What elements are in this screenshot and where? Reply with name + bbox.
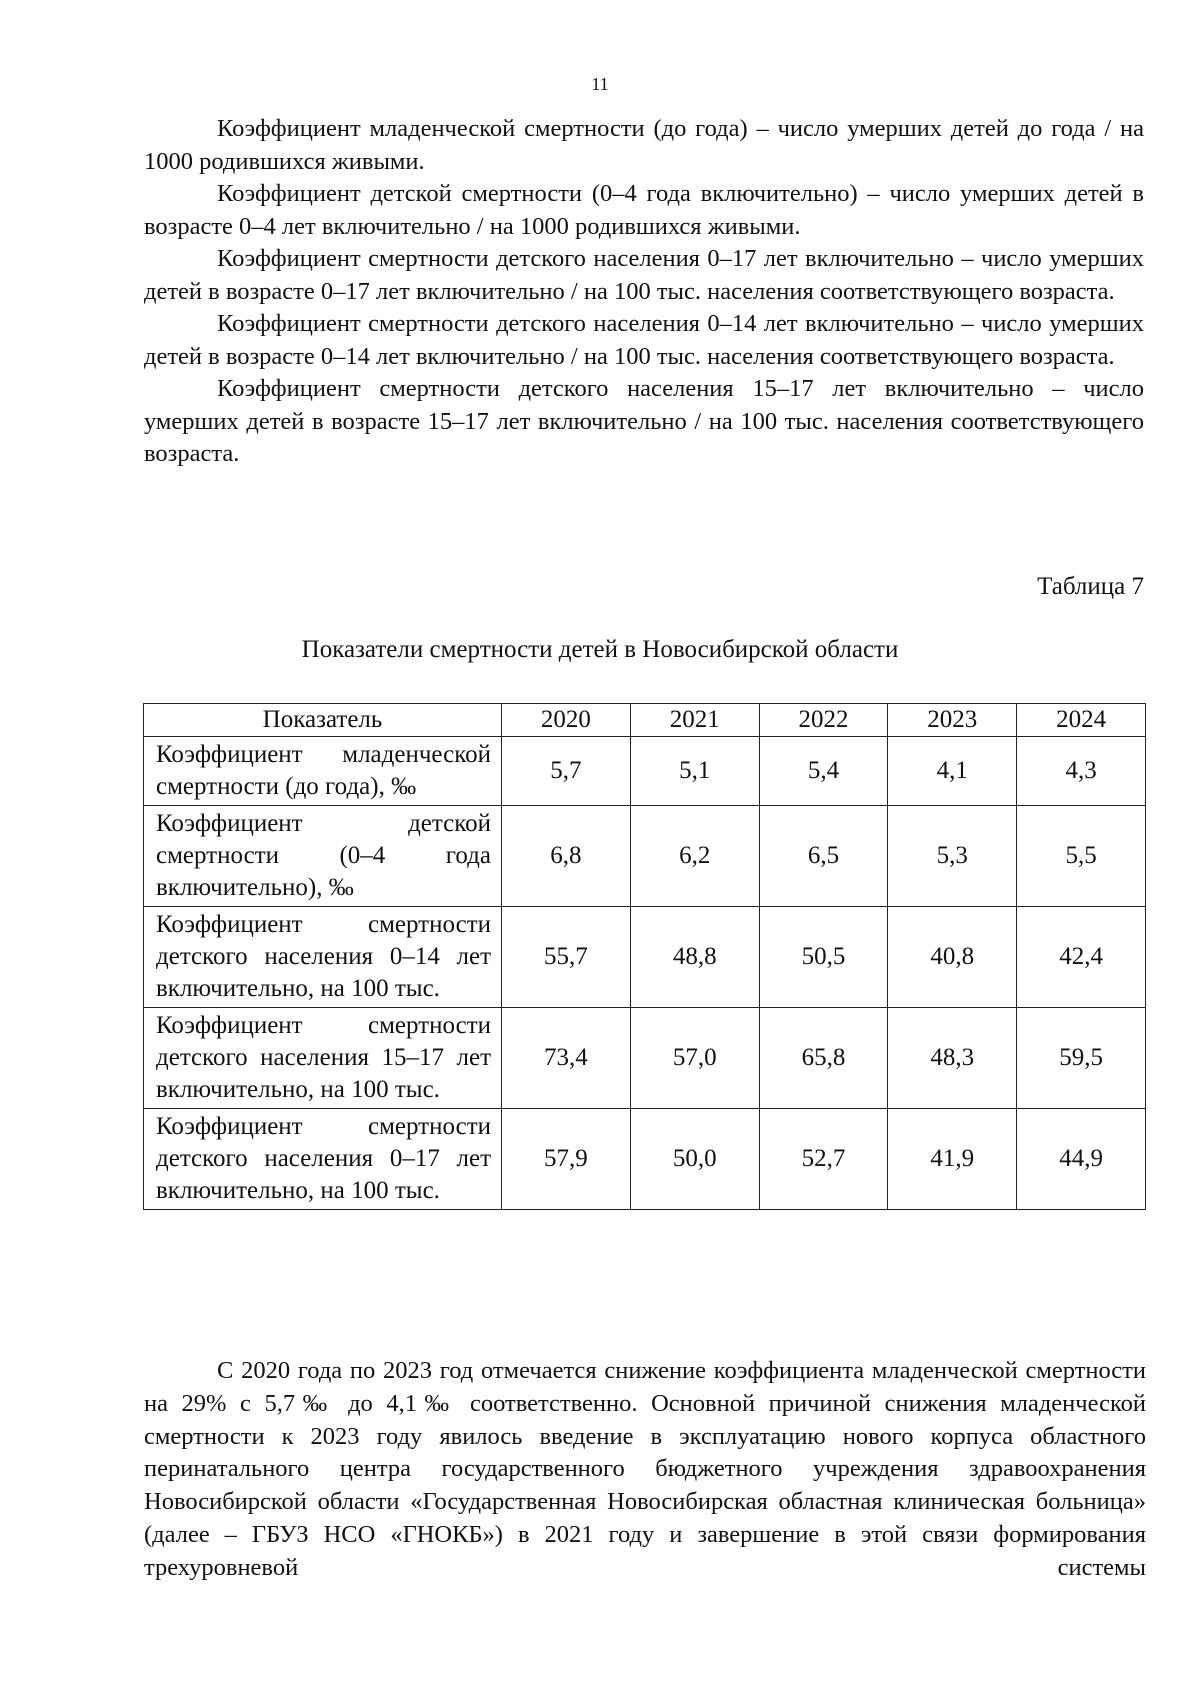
definition-paragraph: Коэффициент младенческой смертности (до года) – число умерших детей до года / на 1000 родившихся живыми. (144, 115, 1144, 175)
definition-paragraph: Коэффициент смертности детского населения 15–17 лет включительно – число умерших детей в возрасте 15–17 лет включительно / на 100 тыс. населения соответствующего возраста. (144, 375, 1144, 467)
value-cell: 50,0 (630, 1109, 759, 1210)
value-cell: 57,9 (502, 1109, 631, 1210)
table-title: Показатели смертности детей в Новосибирской области (301, 636, 899, 663)
value-cell: 48,8 (630, 907, 759, 1008)
value-cell: 48,3 (888, 1008, 1017, 1109)
value-cell: 5,7 (502, 737, 631, 806)
definitions-section (144, 113, 1144, 471)
summary-paragraph: С 2020 года по 2023 год отмечается снижение коэффициента младенческой смертности на 29% с 5,7‰ до 4,1‰ соответственно. Основной причиной снижения младенческой смертности к 2023 году явилось введение в эксплуатацию нового корпуса областного перинатального центра государственного бюджетного учреждения здравоохранения Новосибирской области «Государственная Новосибирская областная клиническая больница» (далее – ГБУЗ НСО «ГНОКБ») в 2021 году и завершение в этой связи формирования трехуровневой системы (144, 1357, 1146, 1581)
value-cell: 6,2 (630, 806, 759, 907)
value-cell: 55,7 (502, 907, 631, 1008)
value-cell: 65,8 (759, 1008, 888, 1109)
header-year: 2021 (630, 704, 759, 737)
table-row (144, 1008, 1146, 1109)
value-cell: 5,4 (759, 737, 888, 806)
mortality-table (143, 703, 1146, 1210)
header-year: 2020 (502, 704, 631, 737)
header-year: 2024 (1017, 704, 1146, 737)
indicator-cell: Коэффициент смертности детского населения 0–14 лет включительно, на 100 тыс. (144, 907, 502, 1008)
value-cell: 42,4 (1017, 907, 1146, 1008)
value-cell: 5,1 (630, 737, 759, 806)
definition-paragraph: Коэффициент детской смертности (0–4 года включительно) – число умерших детей в возрасте 0–4 лет включительно / на 1000 родившихся живыми. (144, 180, 1144, 240)
value-cell: 59,5 (1017, 1008, 1146, 1109)
definition-paragraph: Коэффициент смертности детского населения 0–14 лет включительно – число умерших детей в возрасте 0–14 лет включительно / на 100 тыс. населения соответствующего возраста. (144, 310, 1144, 370)
value-cell: 4,1 (888, 737, 1017, 806)
value-cell: 40,8 (888, 907, 1017, 1008)
value-cell: 4,3 (1017, 737, 1146, 806)
header-indicator: Показатель (144, 704, 502, 737)
indicator-cell: Коэффициент младенческой смертности (до года), ‰ (144, 737, 502, 806)
value-cell: 5,5 (1017, 806, 1146, 907)
indicator-cell: Коэффициент смертности детского населения 0–17 лет включительно, на 100 тыс. (144, 1109, 502, 1210)
value-cell: 41,9 (888, 1109, 1017, 1210)
definition-paragraph: Коэффициент смертности детского населения 0–17 лет включительно – число умерших детей в возрасте 0–17 лет включительно / на 100 тыс. населения соответствующего возраста. (144, 245, 1144, 305)
value-cell: 52,7 (759, 1109, 888, 1210)
value-cell: 44,9 (1017, 1109, 1146, 1210)
header-year: 2022 (759, 704, 888, 737)
value-cell: 5,3 (888, 806, 1017, 907)
value-cell: 50,5 (759, 907, 888, 1008)
value-cell: 73,4 (502, 1008, 631, 1109)
indicator-cell: Коэффициент детской смертности (0–4 года включительно), ‰ (144, 806, 502, 907)
table-row (144, 907, 1146, 1008)
table-label: Таблица 7 (1037, 573, 1144, 600)
value-cell: 6,8 (502, 806, 631, 907)
table-row (144, 737, 1146, 806)
table-header-row (144, 704, 1146, 737)
indicator-cell: Коэффициент смертности детского населения 15–17 лет включительно, на 100 тыс. (144, 1008, 502, 1109)
value-cell: 57,0 (630, 1008, 759, 1109)
table-row (144, 1109, 1146, 1210)
page-number: 11 (591, 74, 609, 94)
summary-section (144, 1355, 1146, 1585)
table-row (144, 806, 1146, 907)
header-year: 2023 (888, 704, 1017, 737)
value-cell: 6,5 (759, 806, 888, 907)
